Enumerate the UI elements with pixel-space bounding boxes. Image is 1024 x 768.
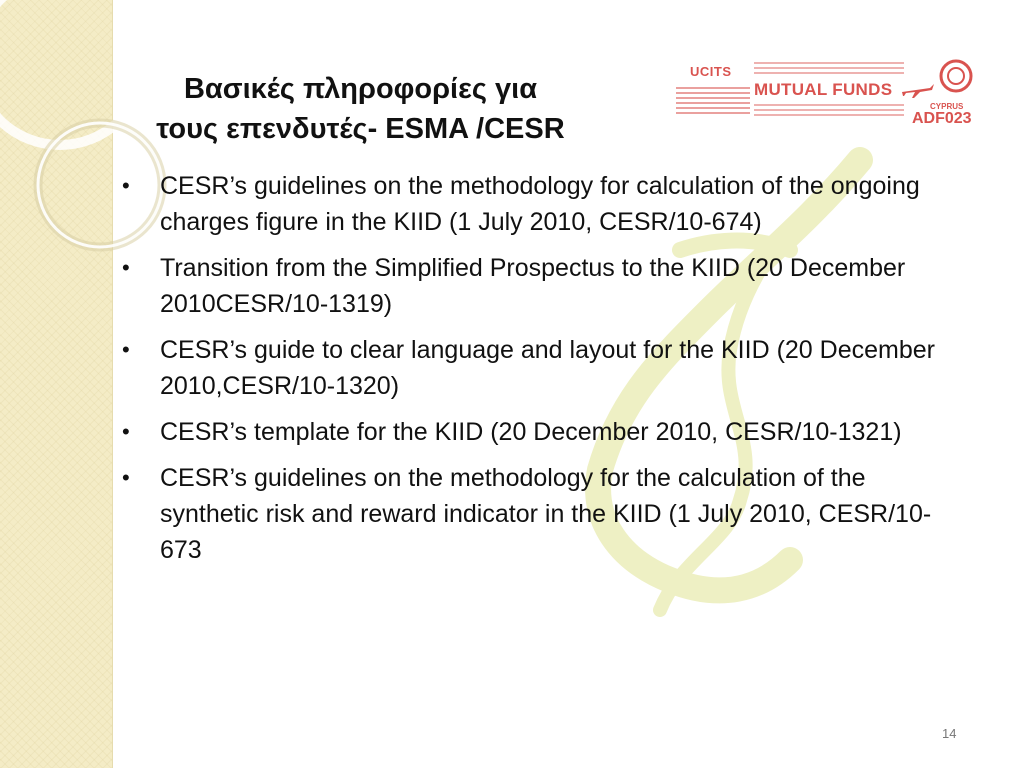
logo-mutual-funds-text: MUTUAL FUNDS	[754, 80, 893, 99]
list-item-text: Transition from the Simplified Prospectus to the KIID (20 December 2010CESR/10-1319)	[160, 254, 906, 318]
slide-title-line1: Βασικές πληροφορίες για	[183, 73, 538, 106]
bullet-icon: •	[122, 465, 130, 490]
page-number: 14	[942, 726, 957, 741]
list-item	[118, 332, 958, 404]
bullet-icon: •	[122, 337, 130, 362]
list-item-text: CESR’s guide to clear language and layout for the KIID (20 December 2010,CESR/10-1320)	[160, 336, 935, 400]
airplane-icon	[900, 80, 936, 100]
logo-stripes-bottom	[754, 104, 904, 116]
list-item-text: CESR’s template for the KIID (20 December 2010, CESR/10-1321)	[160, 418, 902, 446]
slide-title-line2: τους επενδυτές- ESMA /CESR	[156, 113, 565, 146]
bullet-list	[118, 168, 958, 578]
ucits-mutual-funds-logo	[672, 50, 982, 126]
list-item-text: CESR’s guidelines on the methodology for calculation of the ongoing charges figure in the KIID (1 July 2010, CESR/10-674)	[160, 172, 920, 236]
list-item	[118, 250, 958, 322]
logo-cyprus-text: CYPRUS	[930, 102, 964, 111]
logo-stripes-top	[754, 60, 904, 74]
bullet-icon: •	[122, 419, 130, 444]
logo-ucits-text: UCITS	[690, 64, 732, 79]
logo-adf-text: ADF023	[912, 110, 972, 127]
cyprus-emblem-icon	[938, 58, 974, 94]
list-item	[118, 414, 958, 450]
logo-stripes-left	[676, 84, 750, 114]
bullet-icon: •	[122, 173, 130, 198]
slide-title	[118, 69, 603, 149]
bullet-icon: •	[122, 255, 130, 280]
list-item-text: CESR’s guidelines on the methodology for the calculation of the synthetic risk and reward indicator in the KIID (1 July 2010, CESR/10-673	[160, 464, 932, 564]
list-item	[118, 460, 958, 568]
list-item	[118, 168, 958, 240]
